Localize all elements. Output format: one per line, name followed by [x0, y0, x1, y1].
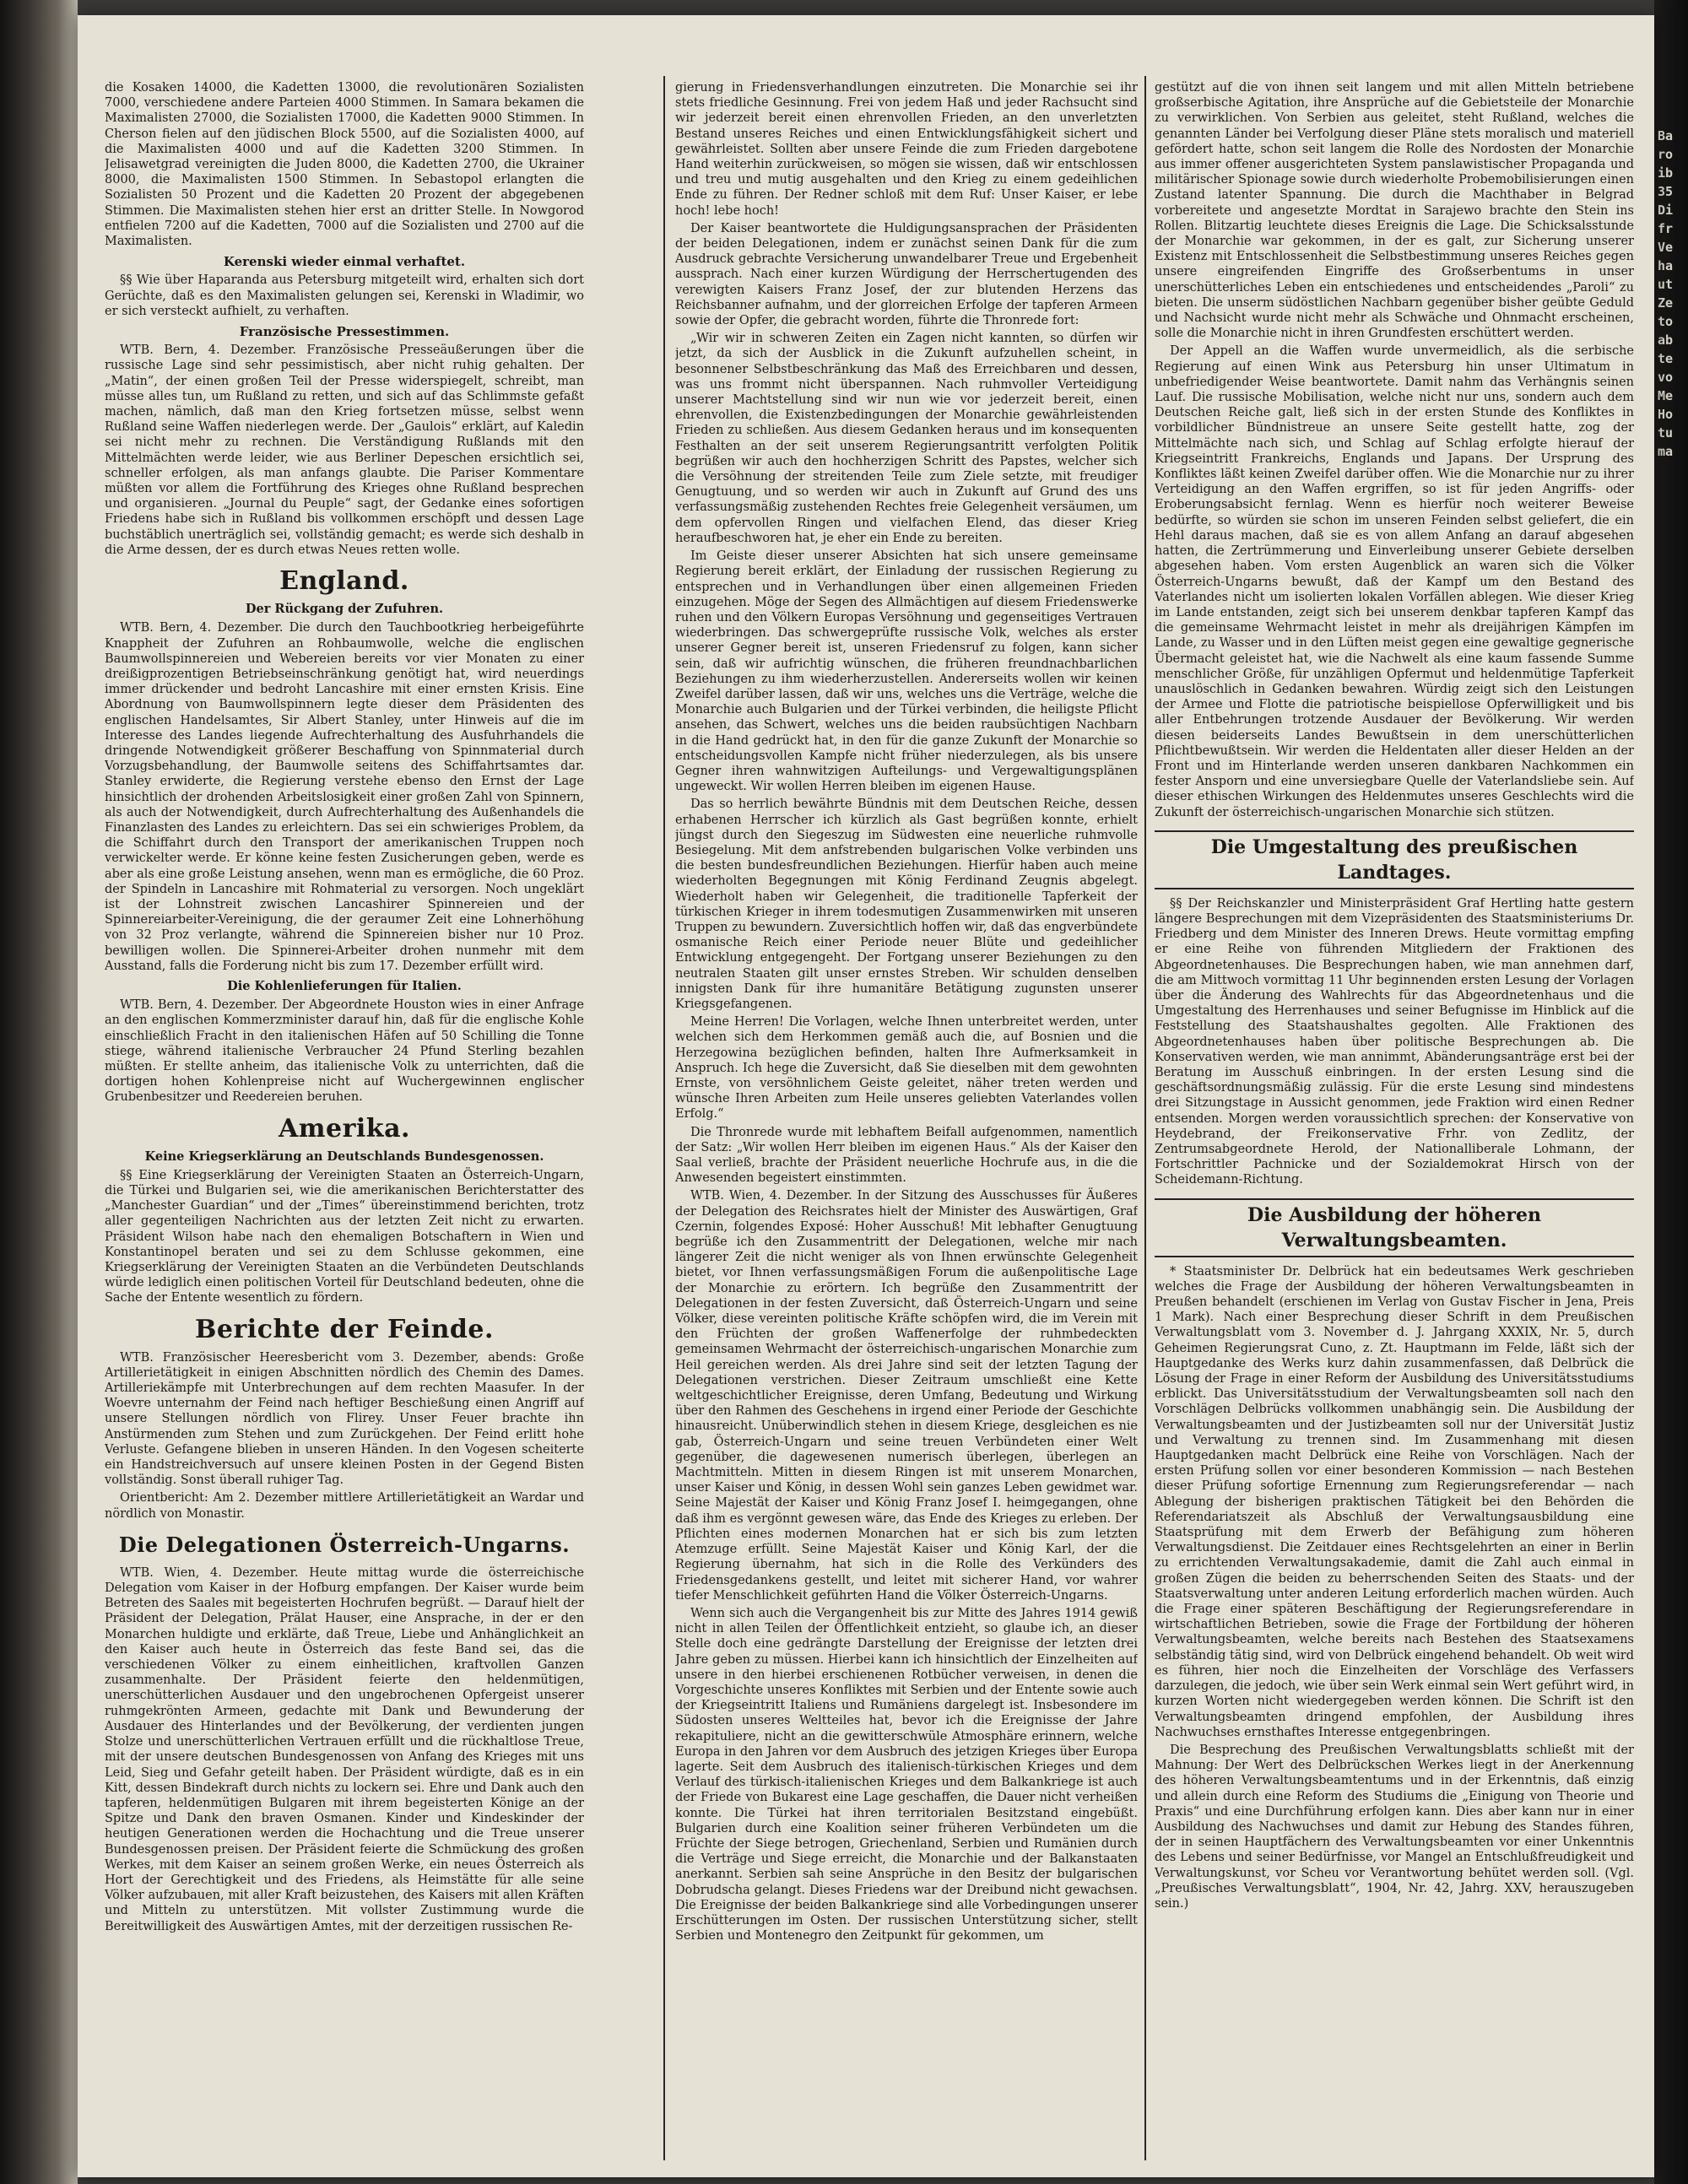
french-press-paragraph: WTB. Bern, 4. Dezember. Französische Presseäußerungen über die russische Lage sind sehr pessimistisch, aber nicht ruhig gehalten. Der „Matin“, der einen großen Teil der Presse widerspiegelt, schreibt, man müsse alles tun, um Rußland zu retten, und sich auf das Schlimmste gefaßt machen, nämlich, daß man den Krieg fortsetzen müsse, selbst wenn Rußland seine Waffen niederlegen werde. Der „Gaulois“ erklärt, auf Kaledin sei nicht mehr zu rechnen. Die Verständigung Rußlands mit den Mittelmächten werde leider, wie aus Berliner Depeschen ersichtlich sei, schneller erfolgen, als man anfangs glaubte. Die Pariser Kommentare müßten vor allem die Fortführung des Krieges ohne Rußland besprechen und organisieren. „Journal du Peuple“ sagt, der Gedanke eines sofortigen Friedens habe sich in Rußland bis vollkommen erschöpft und dessen Lage buchstäblich unerträglich sei, vollständig gemacht; es werde sich deshalb in die Arme dessen, der es durch etwas Neues retten wolle. — [105, 343, 584, 557]
feinde-section-title: Berichte der Feinde. — [195, 1314, 494, 1344]
throne-speech-paragraph-2: Im Geiste dieser unserer Absichten hat sich unsere gemeinsame Regierung bereit erklärt, der Einladung der russischen Regierung zu entsprechen und in Verhandlungen über einen allgemeinen Frieden einzugehen. Möge der Segen des Allmächtigen auf diesem Friedenswerke ruhen und den Völkern Europas Versöhnung und gegenseitiges Vertrauen wiederbringen. Das schwergeprüfte russische Volk, welches als erster unserer Gegner bereit ist, unseren Friedensruf zu folgen, kann sicher sein, daß wir aufrichtig wünschen, die früheren freundnachbarlichen Beziehungen zu ihm wiederherzustellen. Andererseits wollen wir keinen Zweifel darüber lassen, daß wir uns, welches uns die Verträge, welche die Monarchie auch Bulgarien und der Türkei verbinden, die heiligste Pflicht ansehen, das Schwert, welches uns die beiden raubsüchtigen Nachbarn in die Hand gedrückt hat, in den für die ganze Zukunft der Monarchie so entscheidungsvollen Kampfe nicht früher niederzulegen, als bis unsere Gegner ihren wahnwitzigen Aufteilungs- und Vergewaltigungsplänen ungeweckt. Wir wollen Herren bleiben im eigenen Hause. — [675, 549, 1138, 794]
orient-report-paragraph: Orientbericht: Am 2. Dezember mittlere Artillerietätigkeit an Wardar und nördlich von Monastir. — [105, 1491, 584, 1521]
civil-servants-paragraph-1: * Staatsminister Dr. Delbrück hat ein bedeutsames Werk geschrieben welches die Frage der Ausbildung der höheren Verwaltungsbeamten in Preußen behandelt (erschienen im Verlag von Gustav Fischer in Jena, Preis 1 Mark). Nach einer Besprechung dieser Schrift in dem Preußischen Verwaltungsblatt vom 3. November d. J. Jahrgang XXXIX, Nr. 5, durch Geheimen Regierungsrat Cuno, z. Zt. Hauptmann im Felde, läßt sich der Hauptgedanke des Werks kurz dahin zusammenfassen, daß Delbrück die Lösung der Frage in einer Reform der Ausbildung des Universitätsstudiums erblickt. Das Universitätsstudium der Verwaltungsbeamten soll nach den Vorschlägen Delbrücks vollkommen unabhängig sein. Die Ausbildung der Verwaltungsbeamten und der Justizbeamten soll nur der Universität Justiz und Verwaltung zu trennen sind. Im Zusammenhang mit diesen Hauptgedanken macht Delbrück eine Reihe von Vorschlägen. Nach der ersten Prüfung sollen vor einer besonderen Kommission — nach Bestehen dieser Prüfung sofortige Ernennung zum Regierungsreferendar — nach Ablegung der bisherigen praktischen Tätigkeit bei den Behörden die Referendariatszeit als Abschluß der Verwaltungsausbildung eine Staatsprüfung mit dem Erwerb der Befähigung zum höheren Verwaltungsdienst. Die Zeitdauer eines Rechtsgelehrten an einer in Berlin zu errichtenden Verwaltungsakademie, damit die Zahl auch einmal in großen Zügen die beiden zu beherrschenden Seiten des Staats- und der Staatsverwaltung unter anderen Leitung erforderlich machen würden. Auch die Frage einer späteren Beschäftigung der Regierungsreferendare in wirtschaftlichen Betrieben, sowie die Frage der Fortbildung der höheren Verwaltungsbeamten, welche bereits nach Bestehen des Staatsexamens selbständig tätig sind, wird von Delbrück eingehend behandelt. Ob weit wird es führen, hier noch die Einzelheiten der Vorschläge des Verfassers darzulegen, die jedoch, wie über sein Werk einmal sein Wert geführt wird, in kurzen Worten nicht wiedergegeben werden können. Die Schrift ist den Verwaltungsbeamten dringend empfohlen, der Ausbildung ihres Nachwuchses ernsthaftes Interesse entgegenbringen. — [1155, 1264, 1634, 1739]
prussian-landtag-headline: Die Umgestaltung des preußischen Landtages. — [1155, 830, 1634, 889]
czernin-history-paragraph: Wenn sich auch die Vergangenheit bis zur Mitte des Jahres 1914 gewiß nicht in allen Teilen der Öffentlichkeit entzieht, so glaube ich, an dieser Stelle doch eine gedrängte Darstellung der Ereignisse der letzten drei Jahre geben zu müssen. Hierbei kann ich hinsichtlich der Einzelheiten auf unsere in den hierbei erschienenen Rotbücher verweisen, in denen die Vorgeschichte unseres Konfliktes mit Serbien und der Entente sowie auch der Kriegseintritt Italiens und Rumäniens dargelegt ist. Insbesondere im Südosten unseres Weltteiles hat, bevor ich die Ereignisse der Jahre rekapituliere, nicht an die gewitterschwüle Atmosphäre erinnern, welche Europa in den Jahren vor dem Ausbruch des jetzigen Krieges über Europa lagerte. Seit dem Ausbruch des italienisch-türkischen Krieges und dem Verlauf des türkisch-italienischen Krieges und dem Balkankriege ist auch der Friede von Bukarest eine Lage geschaffen, die Dauer nicht verheißen konnte. Die Türkei hat ihren territorialen Besitzstand eingebüßt. Bulgarien durch eine Koalition seiner früheren Verbündeten um die Früchte der Siege betrogen, Griechenland, Serbien und Rumänien durch die Verträge und Siege erreicht, die Monarchie und der Balkanstaaten anerkannt. Serbien sah seine Ansprüche in den Besitz der bulgarischen Dobrudscha gelangt. Dieses Friedens war der Dreibund nicht gewachsen. Die Ereignisse der beiden Balkankriege sind alle Vorbedingungen unserer Erschütterungen im Osten. Der russischen Unterstützung sicher, stellt Serbien und Montenegro den Zeitpunkt für gekommen, um — [675, 1606, 1138, 1943]
amerika-subhead: Keine Kriegserklärung an Deutschlands Bundesgenossen. — [144, 1149, 544, 1164]
czernin-war-origin-paragraph: Der Appell an die Waffen wurde unvermeidlich, als die serbische Regierung auf einen Wink aus Petersburg hin unser Ultimatum in unbefriedigender Weise beantwortete. Damit nahm das Verhängnis seinen Lauf. Die russische Mobilisation, welche nicht nur uns, sondern auch dem Deutschen Reiche galt, ließ sich in der ersten Stunde des Konfliktes in vorbildlicher Bündnistreue an unsere Seite gestellt hatte, zog der Mittelmächte nach sich, und Schlag auf Schlag erfolgte hierauf der Kriegseintritt Frankreichs, Englands und Japans. Der Ursprung des Konfliktes läßt keinen Zweifel darüber offen. Wie die Monarchie nur zu ihrer Verteidigung an den Waffen ergriffen, so ist für jeden Angriffs- oder Eroberungsabsicht fernlag. Wenn es hierfür noch weiterer Beweise bedürfte, so würden sie schon im unseren Feinden selbst geliefert, die ein Hehl daraus machen, daß sie es von allem Anfang an darauf abgesehen hatten, die Zertrümmerung und Einverleibung unserer Gebiete derselben abgesehen haben. Vom ersten Augenblick an waren sich die Völker Österreich-Ungarns bewußt, daß der Kampf um den Bestand des Vaterlandes nicht um isolierten lokalen Vorfällen ablegen. Wie dieser Krieg im Lande entstanden, zeigt sich bei unserem denkbar tapferen Kampf das die gemeinsame Wehrmacht leistet in mehr als dreijährigen Kämpfen im Lande, zu Wasser und in den Lüften meist gegen eine gewaltige gegnerische Übermacht geleistet hat, wie die Nachwelt als eine kaum fassende Summe menschlicher Größe, für unzähligen Opfermut und heldenmütige Tapferkeit unauslöschlich in Gedanken bewahren. Würdig zeigt sich den Leistungen der Armee und Flotte die patriotische beispiellose Opferwilligkeit und bis aller Entbehrungen trotzende Ausdauer der Bevölkerung. Wir werden diesen beiderseits Landes Bewußtsein in dem unerschütterlichen Pflichtbewußtsein. Wir werden die Heldentaten aller dieser Helden an der Front und im Hinterlande werden unseren dankbaren Nachkommen ein fester Ansporn und eine unversiegbare Quelle der Vaterlandsliebe sein. Auf dieser ethischen Wirkungen des Heldenmutes unseres Geschlechts wird die Zukunft der österreichisch-ungarischen Monarchie sich stützen. — [1155, 344, 1634, 819]
adjacent-page-text: Ba ro ib 35 Di fr Ve ha ut Ze to ab te vo Me Ho tu ma — [1658, 128, 1674, 459]
column-2 — [675, 80, 1138, 2152]
england-section-title: England. — [279, 566, 409, 597]
england-subhead-coal: Die Kohlenlieferungen für Italien. — [227, 978, 462, 993]
england-subhead-cotton: Der Rückgang der Zufuhren. — [245, 602, 444, 617]
throne-speech-paragraph-1: „Wir wir in schweren Zeiten ein Zagen nicht kannten, so dürfen wir jetzt, da sich der Ausblick in die Zukunft aufzuhellen scheint, in besonnener Selbstbeschränkung das Maß des Erreichbaren und dessen, was uns frommt nicht überspannen. Nach ruhmvoller Verteidigung unserer Machtstellung sind wir nun wie vor jederzeit bereit, einen ehrenvollen, die Existenzbedingungen der Monarchie gewährleistenden Frieden zu schließen. Aus diesem Gedanken heraus und im konsequenten Festhalten an der seit unserem Regierungsantritt verfolgten Politik begrüßen wir auch den hochherzigen Schritt des Papstes, welcher sich die Versöhnung der streitenden Teile zum Ziele setzte, mit freudiger Genugtuung, und so werden wir auch in Zukunft auf Grund des uns verfassungsmäßig zustehenden Rechtes freie Gelegenheit versäumen, um dem opfervollen Ringen und vielfachen Elend, das dieser Krieg heraufbeschworen hat, je eher ein Ende zu bereiten. — [675, 332, 1138, 545]
prussian-landtag-paragraph: §§ Der Reichskanzler und Ministerpräsident Graf Hertling hatte gestern längere Besprechungen mit dem Vizepräsidenten des Staatsministeriums Dr. Friedberg und dem Minister des Inneren Drews. Heute vormittag empfing er eine Reihe von führenden Mitgliedern der Fraktionen des Abgeordnetenhauses. Die Besprechungen haben, wie man annehmen darf, die am Mittwoch vormittag 11 Uhr beginnenden ersten Lesung der Vorlagen über die Änderung des Wahlrechts für das Abgeordnetenhaus und die Umgestaltung des Herrenhauses und seiner Befugnisse im Hinblick auf die Feststellung des Staatshaushaltes gegolten. Alle Fraktionen des Abgeordnetenhauses haben über politische Besprechungen ab. Die Konservativen werden, wie man annimmt, Abänderungsanträge erst bei der Beratung im Ausschuß einbringen. In der ersten Lesung sind die geschäftsordnungsmäßig zulässig. Für die erste Lesung sind mindestens drei Sitzungstage in Aussicht genommen, jede Fraktion wird einen Redner entsenden. Morgen werden voraussichtlich sprechen: der Konservative von Heydebrand, der Freikonservative Frhr. von Zedlitz, der Zentrumsabgeordnete Herold, der Nationalliberale Lohmann, der Fortschrittler Pachnicke und der Sozialdemokrat Hirsch von der Scheidemann-Richtung. — [1155, 896, 1634, 1187]
russia-election-paragraph: die Kosaken 14000, die Kadetten 13000, die revolutionären Sozialisten 7000, verschiedene andere Parteien 4000 Stimmen. In Samara bekamen die Maximalisten 27000, die Sozialisten 17000, die Kadetten 9000 Stimmen. In Cherson fielen auf den jüdischen Block 5500, auf die Sozialisten 4000, auf die Maximalisten 4000 und auf die Kadetten 3200 Stimmen. In Jelisawetgrad vereinigten die Juden 8000, die Kadetten 2700, die Ukrainer 8000, die Maximalisten 1500 Stimmen. In Sebastopol erlangten die Sozialisten 50 Prozent und die Kadetten 20 Prozent der abgegebenen Stimmen. Die Maximalisten stehen hier erst an dritter Stelle. In Nowgorod entfielen 7200 auf die Kadetten, 7000 auf die Sozialisten und 2700 auf die Maximalisten. — [105, 81, 584, 249]
column-1 — [105, 80, 584, 2152]
column-rule-1 — [663, 76, 665, 2160]
civil-servants-headline: Die Ausbildung der höheren Verwaltungsbeamten. — [1155, 1198, 1634, 1257]
delegations-paragraph: WTB. Wien, 4. Dezember. Heute mittag wurde die österreichische Delegation vom Kaiser in der Hofburg empfangen. Der Kaiser wurde beim Betreten des Saales mit begeisterten Hochrufen begrüßt. — Darauf hielt der Präsident der Delegation, Prälat Hauser, eine Ansprache, in der er den Monarchen huldigte und erklärte, daß Treue, Liebe und Anhänglichkeit an den Kaiser auch heute in Österreich das feste Band sei, das die verschiedenen Völker zu einem einheitlichen, kraftvollen Ganzen zusammenhalte. Der Präsident feierte den heldenmütigen, unerschütterlichen Ausdauer und den ungebrochenen Opfergeist unserer ruhmgekrönten Armeen, gedachte mit Dank und Bewunderung der Ausdauer des Hinterlandes und der Bevölkerung, der verdienten jungen Stolze und unerschütterlichen Vertrauen erfüllt und die rückhaltlose Treue, mit der unsere deutschen Bundesgenossen von Anfang des Krieges mit uns Leid, Sieg und Gefahr geteilt haben. Der Präsident würdigte, daß es in ein Kitt, dessen Bindekraft durch nichts zu lockern sei. Ehre und Dank auch den tapferen, heldenmütigen Bulgaren mit ihrem begeisterten Könige an der Spitze und Dank den braven Osmanen. Kinder und Kindeskinder der heutigen Generationen werden die Hochachtung und die Treue unserer Bundesgenossen preisen. Der Präsident feierte die Schmückung des großen Werkes, mit dem Kaiser an seinem großen Werke, ein neues Österreich als Hort der Gerechtigkeit und des Friedens, als Heimstätte für alle seine Völker aufzubauen, mit aller Kraft beizustehen, des Kaisers mit allen Kräften und Mitteln zu unterstützen. Mit vollster Zustimmung wurde die Bereitwilligkeit des Auswärtigen Amtes, mit der derzeitigen russischen Re- — [105, 1565, 584, 1933]
applause-paragraph: Die Thronrede wurde mit lebhaftem Beifall aufgenommen, namentlich der Satz: „Wir wollen Herr bleiben im eigenen Haus.“ Als der Kaiser den Saal verließ, brachte der Präsident neuerliche Hochrufe aus, in die die Anwesenden begeistert einstimmten. — [675, 1125, 1138, 1186]
czernin-continued-paragraph: gestützt auf die von ihnen seit langem und mit allen Mitteln betriebene großserbische Agitation, ihre Ansprüche auf die Gebietsteile der Monarchie zu verwirklichen. Von Serbien aus geleitet, steht Rußland, welches die genannten Länder bei Verfolgung dieser Pläne stets moralisch und materiell gefördert hatte, schon seit langem die Rolle des Nordosten der Monarchie aus immer offener ausgerichteten System panslawistischer Propaganda und militärischer Spionage sowie durch wiederholte Probemobilisierungen einen Zustand latenter Spannung. Die durch die Machthaber in Belgrad vorbereitete und angesetzte Mordtat in Sarajewo brachte den Stein ins Rollen. Blitzartig leuchtete dieses Ereignis die Lage. Die Schicksalsstunde der Monarchie war gekommen, in der es galt, zur Sicherung unserer Existenz mit Entschlossenheit die Selbstbestimmung unseres Reiches gegen unsere eingreifenden Eingriffe des Großserbentums in unser unerschütterliches Leben ein entschiedenes und entscheidendes „Paroli“ zu bieten. Die unserm südöstlichen Nachbarn gegenüber bisher geübte Geduld und Nachsicht wurde nicht mehr als Schwäche und Ohnmacht erscheinen, solle die Monarchie nicht in ihren Grundfesten erschüttert werden. — [1155, 81, 1634, 341]
delegation-continued-paragraph: gierung in Friedensverhandlungen einzutreten. Die Monarchie sei ihr stets friedliche Gesinnung. Frei von jedem Haß und jeder Rachsucht sind wir jederzeit bereit einen ehrenvollen Frieden, an den unverletzten Bestand unseres Reiches und einen Entwicklungsfähigkeit sichert und gewährleistet. Sollten aber unsere Feinde die zum Frieden dargebotene Hand weiterhin zurückweisen, so mögen sie wissen, daß wir entschlossen und treu und mutig ausgehalten und den Krieg zu einem gedeihlichen Ende zu führen. Der Redner schloß mit dem Ruf: Unser Kaiser, er lebe hoch! lebe hoch! — [675, 81, 1138, 218]
delegations-section-title: Die Delegationen Österreich-Ungarns. — [118, 1532, 571, 1557]
kerenski-paragraph: §§ Wie über Haparanda aus Petersburg mitgeteilt wird, erhalten sich dort Gerüchte, daß es den Maximalisten gelungen sei, Kerenski in Wladimir, wo er sich versteckt aufhielt, zu verhaften. — [105, 273, 584, 318]
emperor-reply-paragraph: Der Kaiser beantwortete die Huldigungsansprachen der Präsidenten der beiden Delegationen, indem er zunächst seinen Dank für die zum Ausdruck gebrachte Versicherung unwandelbarer Treue und Ergebenheit aussprach. Nach einer kurzen Würdigung der Herrschertugenden des verewigten Kaisers Franz Josef, der zur blutenden Herzens das Reichsbanner aufnahm, und der glorreichen Erfolge der tapferen Armeen sowie der Opfer, die gebracht worden, führte die Thronrede fort: — [675, 221, 1138, 328]
kerenski-headline: Kerenski wieder einmal verhaftet. — [223, 254, 466, 270]
england-coal-paragraph: WTB. Bern, 4. Dezember. Der Abgeordnete Houston wies in einer Anfrage an den englischen Kommerzminister darauf hin, daß für die englische Kohle einschließlich Fracht in den italienischen Häfen auf 50 Schilling die Tonne stiege, während italienische Verbraucher 24 Pfund Sterling bezahlen müßten. Er stellte anheim, das italienische Volk zu unterrichten, daß die dortigen hohen Kohlenpreise nicht auf Wuchergewinnen englischer Grubenbesitzer und Reedereien beruhen. — [105, 998, 584, 1105]
amerika-paragraph: §§ Eine Kriegserklärung der Vereinigten Staaten an Österreich-Ungarn, die Türkei und Bulgarien sei, wie die amerikanischen Berichterstatter des „Manchester Guardian“ und der „Times“ übereinstimmend berichten, trotz aller gegenteiligen Nachrichten aus der letzten Zeit nicht zu erwarten. Präsident Wilson habe nach den ehemaligen Botschaftern in Wien und Konstantinopel beraten und sei zu dem Schlusse gekommen, eine Kriegserklärung der Vereinigten Staaten an die Verbündeten Deutschlands würde lediglich einen politischen Vorteil für Deutschland bedeuten, ohne die Sache der Entente wesentlich zu fördern. — [105, 1168, 584, 1306]
czernin-expose-paragraph: WTB. Wien, 4. Dezember. In der Sitzung des Ausschusses für Äußeres der Delegation des Reichsrates hielt der Minister des Auswärtigen, Graf Czernin, folgendes Exposé: Hoher Ausschuß! Mit lebhafter Genugtuung begrüße ich den Zusammentritt der Delegationen, welche mir nach längerer Zeit die nicht weniger als von Ihnen erwünschte Gelegenheit bietet, vor Ihnen verfassungsmäßigen Forum die außenpolitische Lage der Monarchie zu erörtern. Ich begrüße den Zusammentritt der Delegationen in der festen Zuversicht, daß Österreich-Ungarn und seine Völker, diese vereinten politische Kräfte schöpfen wird, die im Verein mit den Früchten der großen Waffenerfolge der ruhmbedeckten gemeinsamen Wehrmacht der österreichisch-ungarischen Monarchie zum Heil gereichen werden. Als drei Jahre sind seit der letzten Tagung der Delegationen verstrichen. Dieser Zeitraum umschließt eine Kette weltgeschichtlicher Ereignisse, deren Umfang, Bedeutung und Wirkung über den Rahmen des Geschehens in irgend einer Periode der Geschichte hinausreicht. Unüberwindlich stehen in diesem Kriege, desgleichen es nie gab, Österreich-Ungarn und seine treuen Verbündeten einer Welt gegenüber, die dagewesenen numerisch überlegen, überlegen an Machtmitteln. Mitten in diesem Ringen ist mit unserem Monarchen, unser Kaiser und König, in dessen Wohl sein ganzes Leben gewidmet war. Seine Majestät der Kaiser und König Franz Josef I. heimgegangen, ohne daß ihm es vergönnt gewesen wäre, das Ende des Krieges zu erleben. Der Pflichten eines modernen Monarchen hat er sich bis zum letzten Atemzuge erfüllt. Seine Majestät Kaiser und König Karl, der die Regierung übernahm, hat sich in die Rolle des Verkünders des Friedensgedankens gestellt, und leitet mit sicherer Hand, vor wahrer tiefer Menschlichkeit geführten Hand die Völker Österreich-Ungarns. — [675, 1189, 1138, 1603]
french-press-headline: Französische Pressestimmen. — [239, 324, 450, 340]
column-rule-2 — [1144, 76, 1146, 2160]
civil-servants-paragraph-2: Die Besprechung des Preußischen Verwaltungsblatts schließt mit der Mahnung: Der Wert des Delbrückschen Werkes liegt in der Anerkennung des höheren Verwaltungsbeamtentums und in der Erkenntnis, daß einzig und allein durch eine Reform des Studiums die „Einigung von Theorie und Praxis“ und eine Durchführung erfolgen kann. Dies aber kann nur in einer Ausbildung des Nachwuchses und damit zur Hebung des Standes führen, der in seinen Hauptfächern des Verwaltungsbeamten vor einer Unkenntnis des Lebens und seiner Bedürfnisse, vor Mangel an Entschlußfreudigkeit und Verwaltungskunst, vor Scheu vor Verantwortung behütet werden soll. (Vgl. „Preußisches Verwaltungsblatt“, 1904, Nr. 42, Jahrg. XXV, herauszugeben sein.) — [1155, 1743, 1634, 1911]
throne-speech-paragraph-4: Meine Herren! Die Vorlagen, welche Ihnen unterbreitet werden, unter welchen sich dem Herkommen gemäß auch die, auf Bosnien und die Herzegowina bezüglichen befinden, halten Ihre Aufmerksamkeit in Anspruch. Ich hege die Zuversicht, daß Sie dieselben mit dem gewohnten Ernste, von versöhnlichem Geiste geleitet, näher treten werden und wünsche Ihren Arbeiten zum Heile unseres geliebten Vaterlandes vollen Erfolg.“ — [675, 1015, 1138, 1122]
england-cotton-paragraph: WTB. Bern, 4. Dezember. Die durch den Tauchbootkrieg herbeigeführte Knappheit der Zufuhren an Rohbaumwolle, welche die englischen Baumwollspinnereien und Webereien bereits vor vier Monaten zu einer dreißigprozentigen Betriebseinschränkung genötigt hat, wird neuerdings immer drückender und bedroht Lancashire mit einer ernsten Krisis. Eine Abordnung von Baumwollspinnern legte dieser dem Präsidenten des englischen Handelsamtes, Sir Albert Stanley, unter Hinweis auf die im Interesse des Landes liegende Aufrechterhaltung des Ausfuhrhandels die dringende Notwendigkeit größerer Beschaffung von Spinnmaterial durch Vorzugsbehandlung, der Baumwolle seitens des Schiffahrtsamtes dar. Stanley erwiderte, die Regierung verstehe ebenso den Ernst der Lage hinsichtlich der drohenden Arbeitslosigkeit einer großen Zahl von Spinnern, als auch der Notwendigkeit, durch Aufrechterhaltung des Außenhandels die Finanzlasten des Landes zu erleichtern. Das sei ein schwieriges Problem, da die Schiffahrt durch den Transport der amerikanischen Truppen noch verwickelter werde. Er könne keine festen Zusicherungen geben, werde es aber als eine große Leistung ansehen, wenn man es ermögliche, die 60 Proz. der Spindeln in Lancashire mit Rohmaterial zu versorgen. Noch ungeklärt ist der Lohnstreit zwischen Lancashirer Spinnereien und der Spinnereiarbeiter-Vereinigung, die der geraumer Zeit eine Lohnerhöhung von 32 Proz verlangte, während die Spinnereien bisher nur 10 Proz. bewilligen wollen. Die Spinnerei-Arbeiter drohen nunmehr mit dem Ausstand, falls die Forderung nicht bis zum 17. Dezember erfüllt wird. — [105, 621, 584, 973]
throne-speech-paragraph-3: Das so herrlich bewährte Bündnis mit dem Deutschen Reiche, dessen erhabenen Herrscher ich kürzlich als Gast begrüßen konnte, erhielt jüngst durch den Siegeszug im Südwesten eine neuerliche ruhmvolle Besiegelung. Mit dem anfstrebenden bulgarischen Volke verbinden uns die besten bundesfreundlichen Beziehungen. Hierfür haben auch meine wiederholten Begegnungen mit König Ferdinand Zeugnis abgelegt. Wiederholt haben wir Gelegenheit, die traditionelle Tapferkeit der türkischen Krieger in ihrem todesmutigen Zusammenwirken mit unseren Truppen zu bewundern. Zuversichtlich hoffen wir, daß das engverbündete osmanische Reich einer Periode neuer Blüte und gedeihlicher Entwicklung entgegengeht. Der Fortgang unserer Beziehungen zu den neutralen Staaten gilt unser ernstes Streben. Wir schulden denselben innigsten Dank für ihre humanitäre Betätigung zugunsten unserer Kriegsgefangenen. — [675, 797, 1138, 1011]
book-binding-edge — [0, 0, 78, 2184]
column-3 — [1155, 80, 1634, 2152]
amerika-section-title: Amerika. — [279, 1113, 410, 1143]
french-army-report-paragraph: WTB. Französischer Heeresbericht vom 3. Dezember, abends: Große Artillerietätigkeit in einigen Abschnitten nördlich des Chemin des Dames. Artilleriekämpfe mit Unterbrechungen auf dem rechten Maasufer. In der Woevre unternahm der Feind nach heftiger Beschießung einen Angriff auf unsere Stellungen nördlich von Flirey. Unser Feuer brachte ihn Anstürmenden zum Stehen und zum Zurückgehen. Der Feind erlitt hohe Verluste. Gefangene blieben in unseren Händen. In den Vogesen scheiterte ein Handstreichversuch auf unsere kleinen Posten in der Gegend Bisten vollständig. Sonst überall ruhiger Tag. — [105, 1350, 584, 1488]
